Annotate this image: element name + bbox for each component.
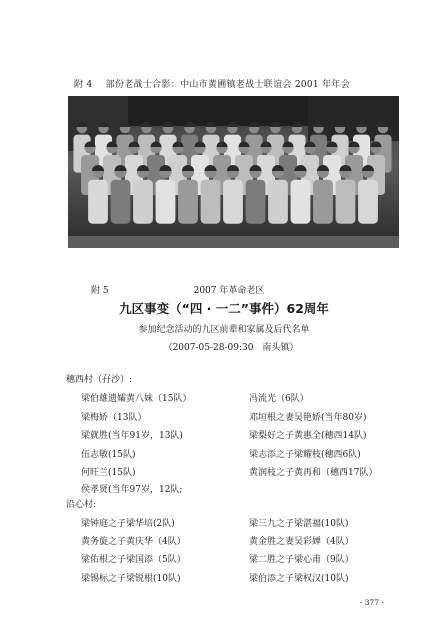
list-item: 黄务旋之子黄庆华（4队） <box>81 537 186 547</box>
list-item: 梁梅娇（13队） <box>81 413 147 423</box>
heading-title: 九区事变（“四 · 一二”事件）62周年 <box>119 301 329 316</box>
caption-label: 附 4 <box>74 80 93 90</box>
list-item: 梁二胜之子梁心甫（9队） <box>249 555 354 565</box>
list-item: 梁伯雄遗孀黄八妹（15队） <box>81 394 192 404</box>
list-item: 梁就胜(当年91岁，13队) <box>81 431 183 441</box>
list-item: 侯孝贤(当年97岁，12队; <box>81 485 183 495</box>
heading-date-place: （2007-05-28-09:30 南头镇） <box>163 343 299 353</box>
photo-caption <box>74 77 350 90</box>
caption-text: 部份老战士合影：中山市黄圃镇老战士联谊会 2001 年年会 <box>105 80 350 90</box>
list-item: 梁锡标之子梁锐根(10队) <box>81 574 181 584</box>
group-photo <box>68 96 399 248</box>
appendix-5-label: 附 5 <box>91 286 109 296</box>
list-item: 梁伯添之子梁权汉(10队) <box>249 574 349 584</box>
village-name-suixi: 穗西村（孖沙）: <box>66 375 133 385</box>
heading-subtitle: 2007 年革命老区 <box>193 286 265 296</box>
list-item: 伍志敏(15队) <box>81 450 136 460</box>
list-item: 黄金胜之妻吴彩婵（4队） <box>249 537 354 547</box>
heading-description: 参加纪念活动的九区前辈和家属及后代名单 <box>138 325 310 335</box>
list-item: 邓垣根之妻吴艳娇(当年80岁) <box>249 413 367 423</box>
list-item: 梁佑根之子梁国添（5队） <box>81 555 186 565</box>
page-number: - 377 - <box>359 598 384 607</box>
village-name-yanxin: 沿心村: <box>66 500 97 510</box>
list-item: 梁三九之子梁湛福(10队) <box>249 519 349 529</box>
list-item: 梁梨好之子黄惠全(穗西14队) <box>249 431 367 441</box>
list-item: 梁志添之子梁耀枝(穗西6队) <box>249 450 361 460</box>
list-item: 何旺兰(15队) <box>81 468 136 478</box>
group-photo-image <box>68 96 399 248</box>
list-item: 梁钟庭之子梁华培(2队) <box>81 519 175 529</box>
list-item: 黄润枝之子黄再和（穗西17队） <box>249 468 378 478</box>
list-item: 冯流光（6队） <box>249 394 309 404</box>
